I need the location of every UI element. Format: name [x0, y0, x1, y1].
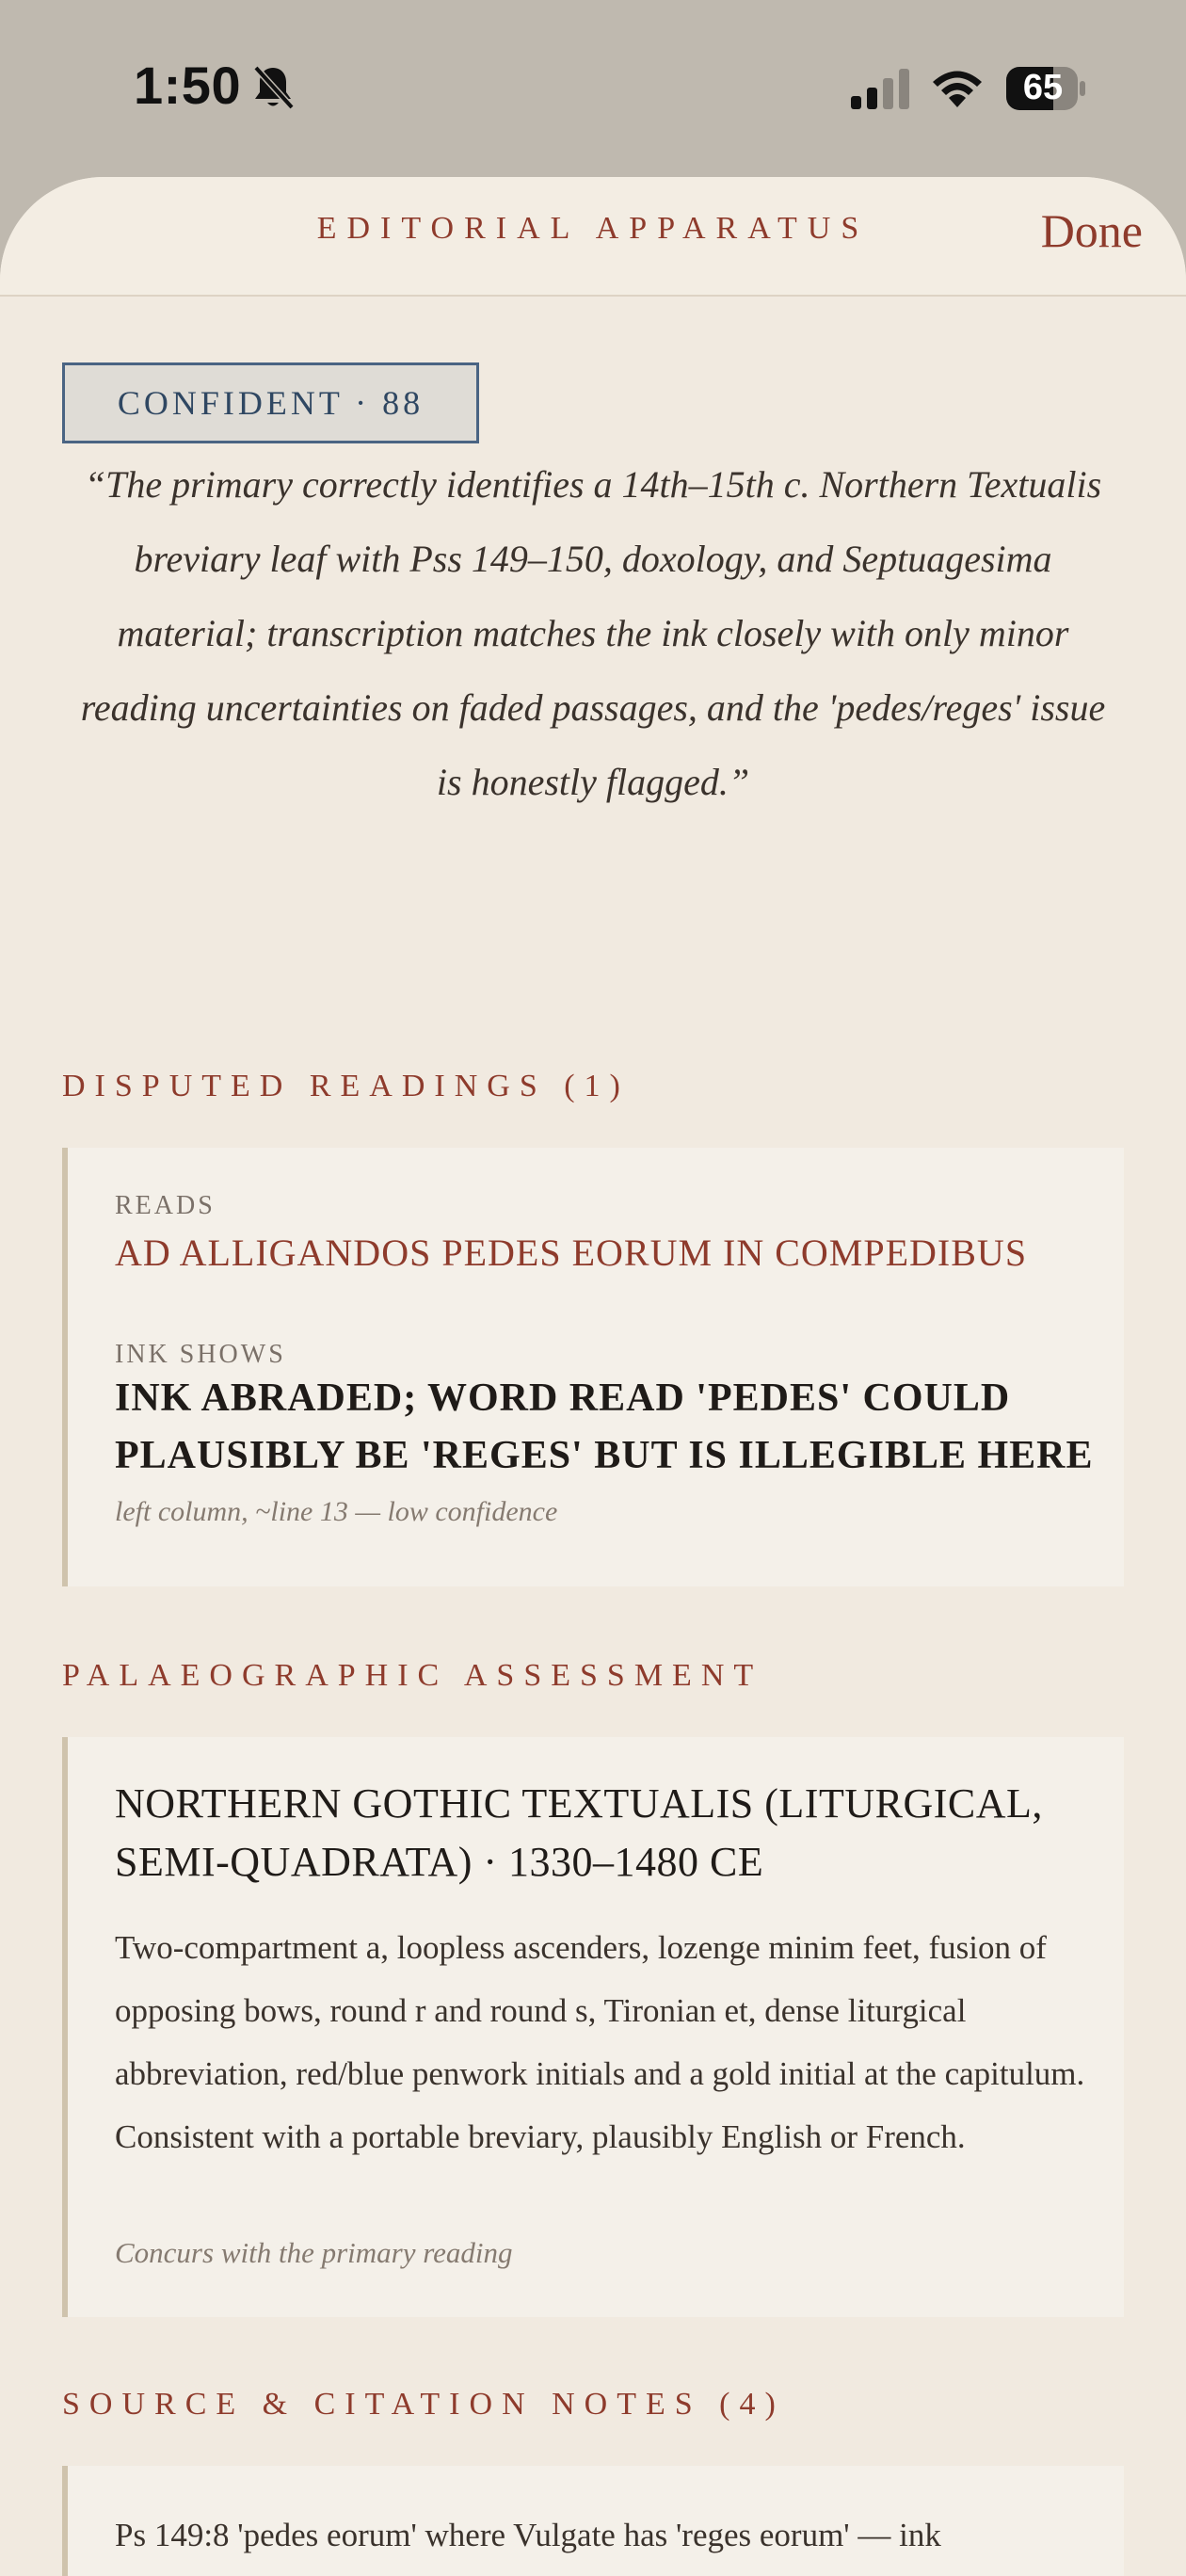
- sheet-header: [0, 177, 1186, 297]
- disputed-reading-card: [62, 1148, 1124, 1586]
- concurrence-note: Concurs with the primary reading: [115, 2236, 513, 2269]
- summary-quote: “The primary correctly identifies a 14th–15th c. Northern Textualis breviary leaf with Pss 149–150, doxology, and Septuagesima material; transcription matches the ink closely with only minor reading uncertainties on faded passages, and the 'pedes/reges' issue is honestly flagged.”: [80, 463, 1106, 803]
- ink-shows-text: INK ABRADED; WORD READ 'PEDES' COULD PLAUSIBLY BE 'REGES' BUT IS ILLEGIBLE HERE: [115, 1377, 1094, 1477]
- status-bar: [0, 0, 1186, 179]
- confidence-badge: CONFIDENT · 88: [62, 362, 479, 443]
- cellular-signal-icon: [849, 68, 911, 111]
- ink-shows-label: INK SHOWS: [115, 1340, 286, 1369]
- wifi-icon: [928, 64, 986, 111]
- editorial-sheet: [0, 177, 1186, 2576]
- sheet-title: EDITORIAL APPARATUS: [316, 211, 870, 246]
- script-identification: NORTHERN GOTHIC TEXTUALIS (LITURGICAL, SEMI-QUADRATA) · 1330–1480 CE: [115, 1780, 1043, 1885]
- reads-label: READS: [115, 1191, 216, 1220]
- done-button[interactable]: Done: [1040, 204, 1143, 257]
- status-time: 1:50: [134, 56, 242, 115]
- source-note-text: Ps 149:8 'pedes eorum' where Vulgate has 'reges eorum' — ink: [115, 2517, 941, 2553]
- palaeographic-assessment-title: PALAEOGRAPHIC ASSESSMENT: [62, 1658, 763, 1693]
- palaeographic-card: [62, 1737, 1124, 2317]
- bell-slash-icon: [250, 64, 296, 111]
- reading-location-note: left column, ~line 13 — low confidence: [115, 1496, 558, 1527]
- reads-text: AD ALLIGANDOS PEDES EORUM IN COMPEDIBUS: [115, 1232, 1028, 1274]
- source-notes-title: SOURCE & CITATION NOTES (4): [62, 2387, 785, 2422]
- battery-level: 65: [1022, 68, 1064, 107]
- disputed-readings-title: DISPUTED READINGS (1): [62, 1069, 630, 1103]
- palaeographic-description: Two-compartment a, loopless ascenders, lozenge minim feet, fusion of opposing bows, round r and round s, Tironian et, dense liturgical abbreviation, red/blue penwork initials and a gold initial at the capitulum. Consistent with a portable breviary, plausibly English or French.: [115, 1929, 1085, 2155]
- source-note-card: [62, 2466, 1124, 2576]
